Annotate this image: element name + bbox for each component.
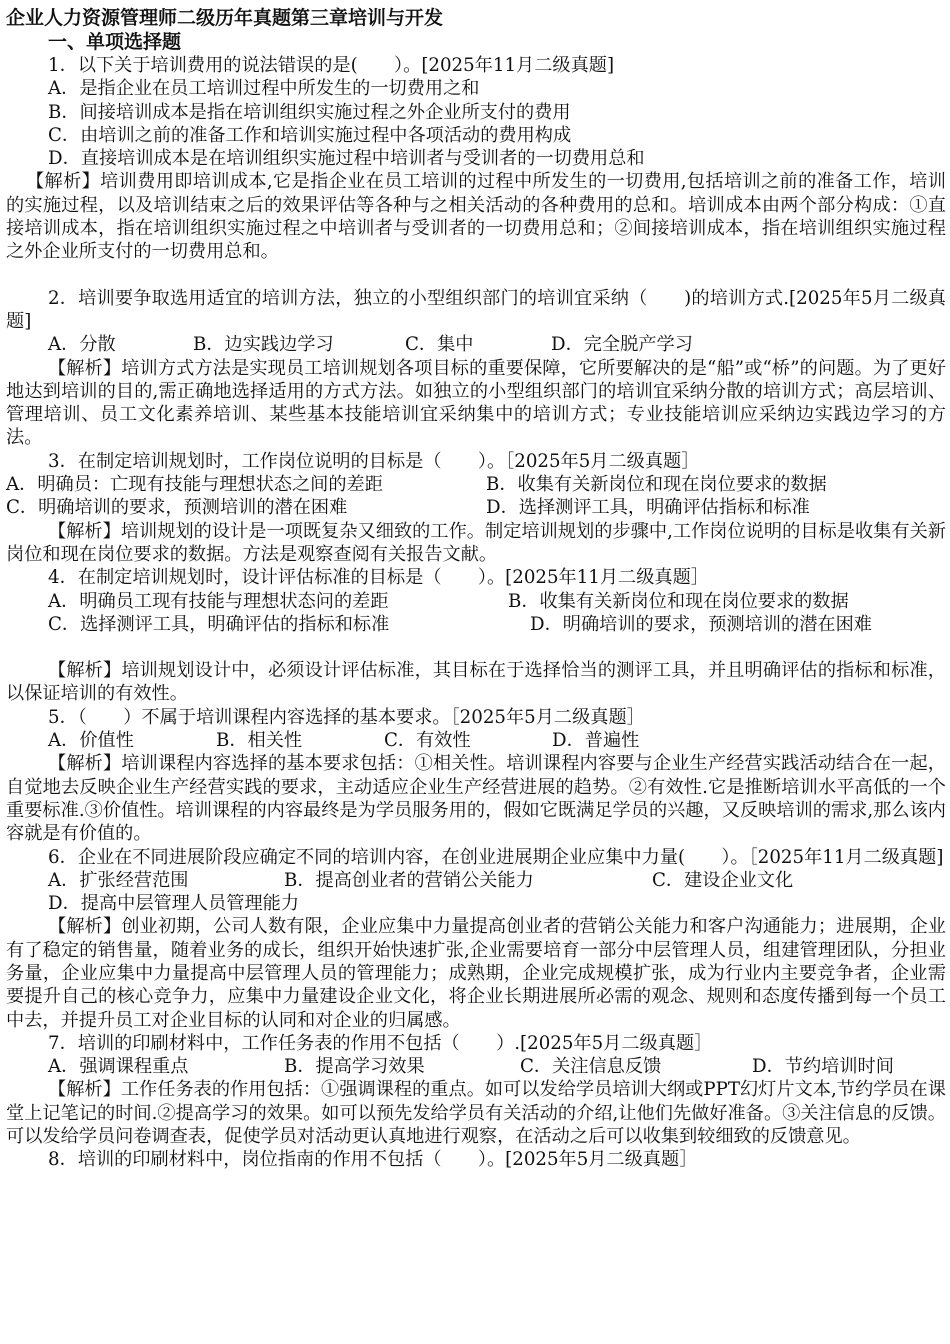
option-a: A．扩张经营范围 [48, 869, 189, 891]
explanation: 【解析】培训课程内容选择的基本要求包括：①相关性。培训课程内容要与企业生产经营实践活动结合在一起，自觉地去反映企业生产经营实践的要求，主动适应企业生产经营进展的趋势。②有效性.它是推断培训水平高低的一个重要标准.③价值性。培训课程的内容最终是为学员服务用的，假如它既满足学员的兴趣，又反映培训的需求,那么该内容就是有价值的。 [6, 753, 946, 845]
option-c: C．集中 [405, 334, 474, 356]
explanation: 【解析】培训规划设计中，必须设计评估标准，其目标在于选择恰当的测评工具，并且明确评估的指标和标准，以保证培训的有效性。 [6, 660, 946, 705]
option-d: D．节约培训时间 [752, 1056, 894, 1078]
option-row [6, 333, 946, 356]
option-d: D．明确培训的要求，预测培训的潜在困难 [530, 613, 872, 635]
option-c: C．明确培训的要求，预测培训的潜在困难 [6, 497, 348, 519]
option-d: D．完全脱产学习 [551, 334, 693, 356]
section-heading: 一、单项选择题 [48, 31, 182, 53]
blank-line [6, 264, 946, 287]
option-c: C．建设企业文化 [652, 869, 794, 891]
option-b: B．收集有关新岗位和现在岗位要求的数据 [508, 590, 849, 612]
question-stem: 7．培训的印刷材料中，工作任务表的作用不包括（ ）.[2025年5月二级真题］ [48, 1032, 713, 1054]
option-c: C．有效性 [384, 730, 471, 752]
explanation: 【解析】工作任务表的作用包括：①强调课程的重点。如可以发给学员培训大纲或PPT幻灯片文本,节约学员在课堂上记笔记的时间.②提高学习的效果。如可以预先发给学员有关活动的介绍,让他们先做好准备。③关注信息的反馈。可以发给学员问卷调查表，促使学员对活动更认真地进行观察，在活动之后可以收集到较细致的反馈意见。 [6, 1079, 946, 1148]
question-stem: 8．培训的印刷材料中，岗位指南的作用不包括（ ）。[2025年5月二级真题］ [48, 1149, 698, 1171]
option-d: D．选择测评工具，明确评估指标和标准 [486, 497, 810, 519]
option-c: C．选择测评工具，明确评估的指标和标准 [48, 613, 390, 635]
document-title: 企业人力资源管理师二级历年真题第三章培训与开发 [6, 7, 444, 29]
option-a: A．分散 [48, 334, 116, 356]
explanation: 【解析】培训方式方法是实现员工培训规划各项目标的重要保障，它所要解决的是“船”或“桥”的问题。为了更好地达到培训的目的,需正确地选择适用的方式方法。如独立的小型组织部门的培训宜采纳分散的培训方式；高层培训、管理培训、员工文化素养培训、某些基本技能培训宜采纳集中的培训方式；专业技能培训应采纳边实践边学习的方法。 [6, 357, 946, 449]
question-stem: 6．企业在不同进展阶段应确定不同的培训内容，在创业进展期企业应集中力量( ）。［2025年11月二级真题] [48, 846, 944, 868]
option-b: B．间接培训成本是指在培训组织实施过程之外企业所支付的费用 [48, 101, 571, 123]
option-row [6, 869, 946, 892]
explanation: 【解析】创业初期，公司人数有限，企业应集中力量提高创业者的营销公关能力和客户沟通能力；进展期，企业有了稳定的销售量，随着业务的成长，组织开始快速扩张,企业需要培育一部分中层管理人员，组建管理团队，分担业务量，企业应集中力量提高中层管理人员的管理能力；成熟期，企业完成规模扩张，成为行业内主要竞争者，企业需要提升自己的核心竞争力，应集中力量建设企业文化，将企业长期进展所必需的观念、规则和态度传播到每一个员工中去，并提升员工对企业目标的认同和对企业的归属感。 [6, 916, 946, 1031]
explanation: 【解析】培训规划的设计是一项既复杂又细致的工作。制定培训规划的步骤中,工作岗位说明的目标是收集有关新岗位和现在岗位要求的数据。方法是观察查阅有关报告文献。 [6, 520, 946, 565]
option-row [6, 496, 946, 519]
question-stem: 3．在制定培训规划时，工作岗位说明的目标是（ ）。［2025年5月二级真题］ [48, 450, 700, 472]
document-page [6, 6, 946, 1172]
option-d: D．普遍性 [552, 730, 640, 752]
blank-line [6, 636, 946, 659]
option-b: B．收集有关新岗位和现在岗位要求的数据 [486, 474, 827, 496]
explanation: 【解析】培训费用即培训成本,它是指企业在员工培训的过程中所发生的一切费用,包括培训之前的准备工作，培训的实施过程，以及培训结束之后的效果评估等各种与之相关活动的各种费用的总和。培训成本由两个部分构成：①直接培训成本，指在培训组织实施过程之中培训者与受训者的一切费用总和；②间接培训成本，指在培训组织实施过程之外企业所支付的一切费用总和。 [6, 171, 946, 263]
option-row [6, 1055, 946, 1078]
option-a: A．价值性 [48, 730, 134, 752]
option-b: B．提高学习效果 [284, 1056, 425, 1078]
option-row [6, 473, 946, 496]
option-b: B．相关性 [216, 730, 303, 752]
option-b: B．边实践边学习 [193, 334, 334, 356]
option-a: A．是指企业在员工培训过程中所发生的一切费用之和 [48, 78, 480, 100]
option-c: C．由培训之前的准备工作和培训实施过程中各项活动的费用构成 [48, 124, 572, 146]
option-row [6, 590, 946, 613]
question-stem: 4．在制定培训规划时，设计评估标准的目标是（ ）。[2025年11月二级真题］ [48, 567, 709, 589]
option-a: A．强调课程重点 [48, 1056, 189, 1078]
option-a: A．明确员：亡现有技能与理想状态之间的差距 [6, 474, 383, 496]
question-stem: 1．以下关于培训费用的说法错误的是( ）。[2025年11月二级真题] [48, 55, 615, 76]
question-stem: 2．培训要争取选用适宜的培训方法，独立的小型组织部门的培训宜采纳（ )的培训方式.[2025年5月二级真题] [6, 287, 946, 332]
question-stem: 5．（ ）不属于培训课程内容选择的基本要求。［2025年5月二级真题］ [48, 706, 645, 728]
option-c: C．关注信息反馈 [520, 1056, 662, 1078]
option-row [6, 729, 946, 752]
option-a: A．明确员工现有技能与理想状态问的差距 [48, 590, 389, 612]
option-row [6, 613, 946, 636]
option-b: B．提高创业者的营销公关能力 [284, 869, 534, 891]
option-d: D．直接培训成本是在培训组织实施过程中培训者与受训者的一切费用总和 [48, 148, 645, 170]
option-d: D．提高中层管理人员管理能力 [48, 893, 300, 915]
